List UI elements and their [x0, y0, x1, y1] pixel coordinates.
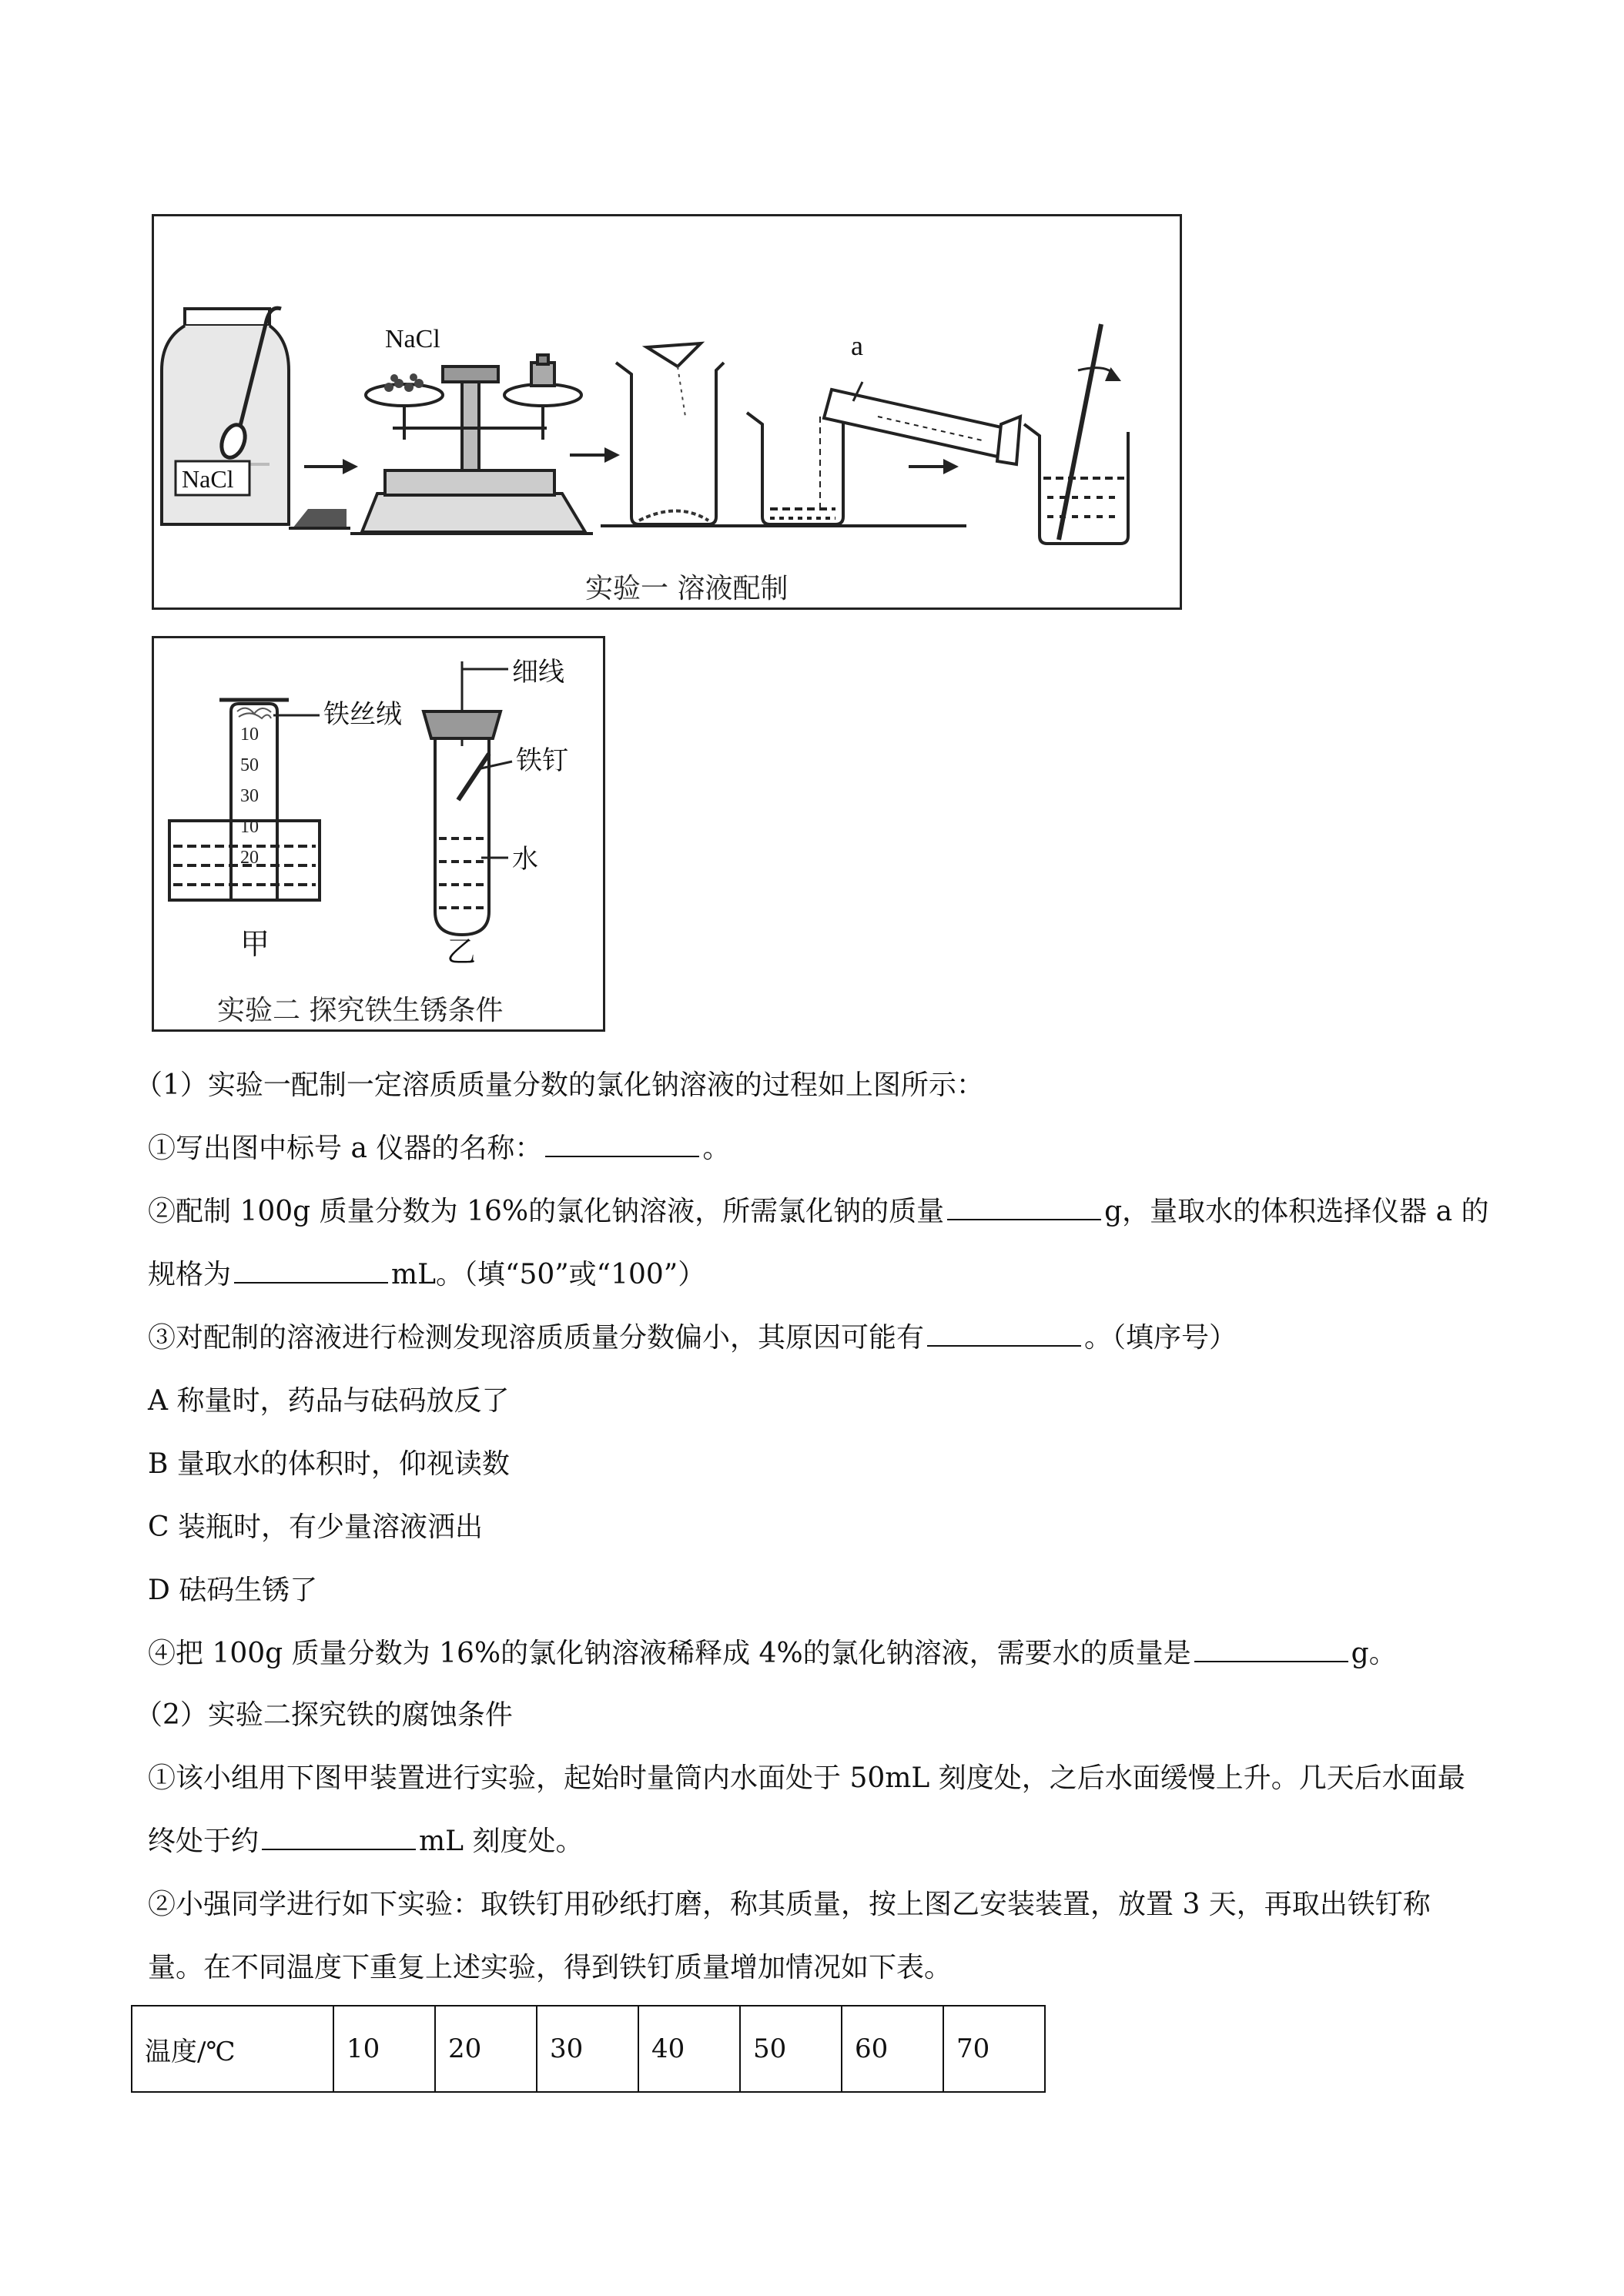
option-c: C 装瓶时，有少量溶液洒出	[148, 1511, 483, 1543]
label-jia: 甲	[240, 927, 270, 961]
temperature-table	[131, 2005, 1046, 2093]
q1-3-text: ③对配制的溶液进行检测发现溶质质量分数偏小，其原因可能有	[148, 1322, 925, 1354]
q1-1-text: ①写出图中标号 a 仪器的名称：	[148, 1133, 543, 1164]
table-cell: 20	[435, 2006, 537, 2092]
nacl-bottle-label: NaCl	[182, 465, 234, 493]
q2-1: ①该小组用下图甲装置进行实验，起始时量筒内水面处于 50mL 刻度处，之后水面缓慢上升。几天后水面最	[148, 1762, 1465, 1794]
q2-1-text-c: mL 刻度处。	[419, 1826, 584, 1857]
q2-2: ②小强同学进行如下实验：取铁钉用砂纸打磨，称其质量，按上图乙安装装置，放置 3 天，再取出铁钉称	[148, 1889, 1431, 1920]
figure1-caption: 实验一 溶液配制	[585, 573, 789, 604]
beaker-stirring	[1024, 324, 1128, 544]
arrow-icon	[570, 447, 620, 463]
table-cell: 50	[740, 2006, 842, 2092]
q1-1	[148, 1132, 730, 1166]
q1-2-text-d: mL。（填“50”或“100”）	[391, 1259, 706, 1290]
scale-tick-2: 50	[240, 755, 259, 775]
figure-iron-rusting	[152, 636, 605, 1032]
arrow-icon	[909, 459, 959, 474]
label-water: 水	[512, 844, 538, 875]
q2-1-cont	[148, 1825, 584, 1859]
iron-wool-icon	[237, 708, 271, 718]
answer-blank[interactable]	[234, 1259, 388, 1284]
q1-intro: （1）实验一配制一定溶质质量分数的氯化钠溶液的过程如上图所示：	[135, 1069, 984, 1101]
q1-4-text: ④把 100g 质量分数为 16%的氯化钠溶液稀释成 4%的氯化钠溶液，需要水的质量是	[148, 1638, 1191, 1669]
scale-tick-5: 20	[240, 848, 259, 868]
table-cell: 30	[537, 2006, 638, 2092]
q1-4	[148, 1637, 1397, 1671]
label-a: a	[851, 330, 863, 361]
answer-blank[interactable]	[947, 1196, 1101, 1220]
q2-intro: （2）实验二探究铁的腐蚀条件	[135, 1699, 513, 1731]
scale-tick-4: 10	[240, 817, 259, 837]
q2-1-text-b: 终处于约	[148, 1826, 260, 1857]
table-cell: 60	[842, 2006, 943, 2092]
figure2-caption: 实验二 探究铁生锈条件	[217, 995, 504, 1026]
solution-preparation-diagram	[154, 216, 1180, 607]
answer-blank[interactable]	[545, 1133, 699, 1157]
answer-blank[interactable]	[262, 1826, 416, 1850]
table-cell: 40	[638, 2006, 740, 2092]
beaker-pouring-water	[747, 413, 843, 524]
iron-rusting-diagram	[154, 638, 603, 1029]
scale-tick-1: 10	[240, 725, 259, 745]
q1-2-cont	[148, 1258, 705, 1292]
q1-3-end: 。（填序号）	[1084, 1322, 1237, 1354]
option-d: D 砝码生锈了	[148, 1575, 318, 1606]
label-thread: 细线	[512, 657, 564, 688]
arrow-icon	[304, 459, 358, 474]
iron-nail	[458, 754, 489, 800]
q1-2-text-c: 规格为	[148, 1259, 232, 1290]
q1-4-end: g。	[1351, 1638, 1397, 1669]
scale-tick-3: 30	[240, 786, 259, 806]
table-header: 温度/℃	[132, 2006, 333, 2092]
q1-2-text-b: g，量取水的体积选择仪器 a 的	[1104, 1196, 1489, 1227]
label-yi: 乙	[447, 935, 477, 969]
label-iron-wool: 铁丝绒	[323, 699, 402, 730]
q1-2-text: ②配制 100g 质量分数为 16%的氯化钠溶液，所需氯化钠的质量	[148, 1196, 945, 1227]
q1-3	[148, 1321, 1237, 1355]
bottle-cap	[293, 509, 347, 528]
q1-1-end: 。	[702, 1133, 731, 1164]
answer-blank[interactable]	[927, 1322, 1081, 1347]
beaker-with-salt	[616, 343, 724, 524]
table-cell: 10	[333, 2006, 435, 2092]
nacl-balance-label: NaCl	[385, 325, 440, 353]
label-nail: 铁钉	[516, 745, 568, 776]
answer-blank[interactable]	[1194, 1638, 1348, 1662]
figure-solution-preparation	[152, 214, 1182, 610]
q1-2	[148, 1195, 1489, 1229]
q2-2-cont: 量。在不同温度下重复上述实验，得到铁钉质量增加情况如下表。	[148, 1952, 953, 1983]
table-row	[132, 2006, 1045, 2092]
table-cell: 70	[943, 2006, 1045, 2092]
option-b: B 量取水的体积时，仰视读数	[148, 1448, 510, 1480]
option-a: A 称量时，药品与砝码放反了	[148, 1385, 510, 1417]
